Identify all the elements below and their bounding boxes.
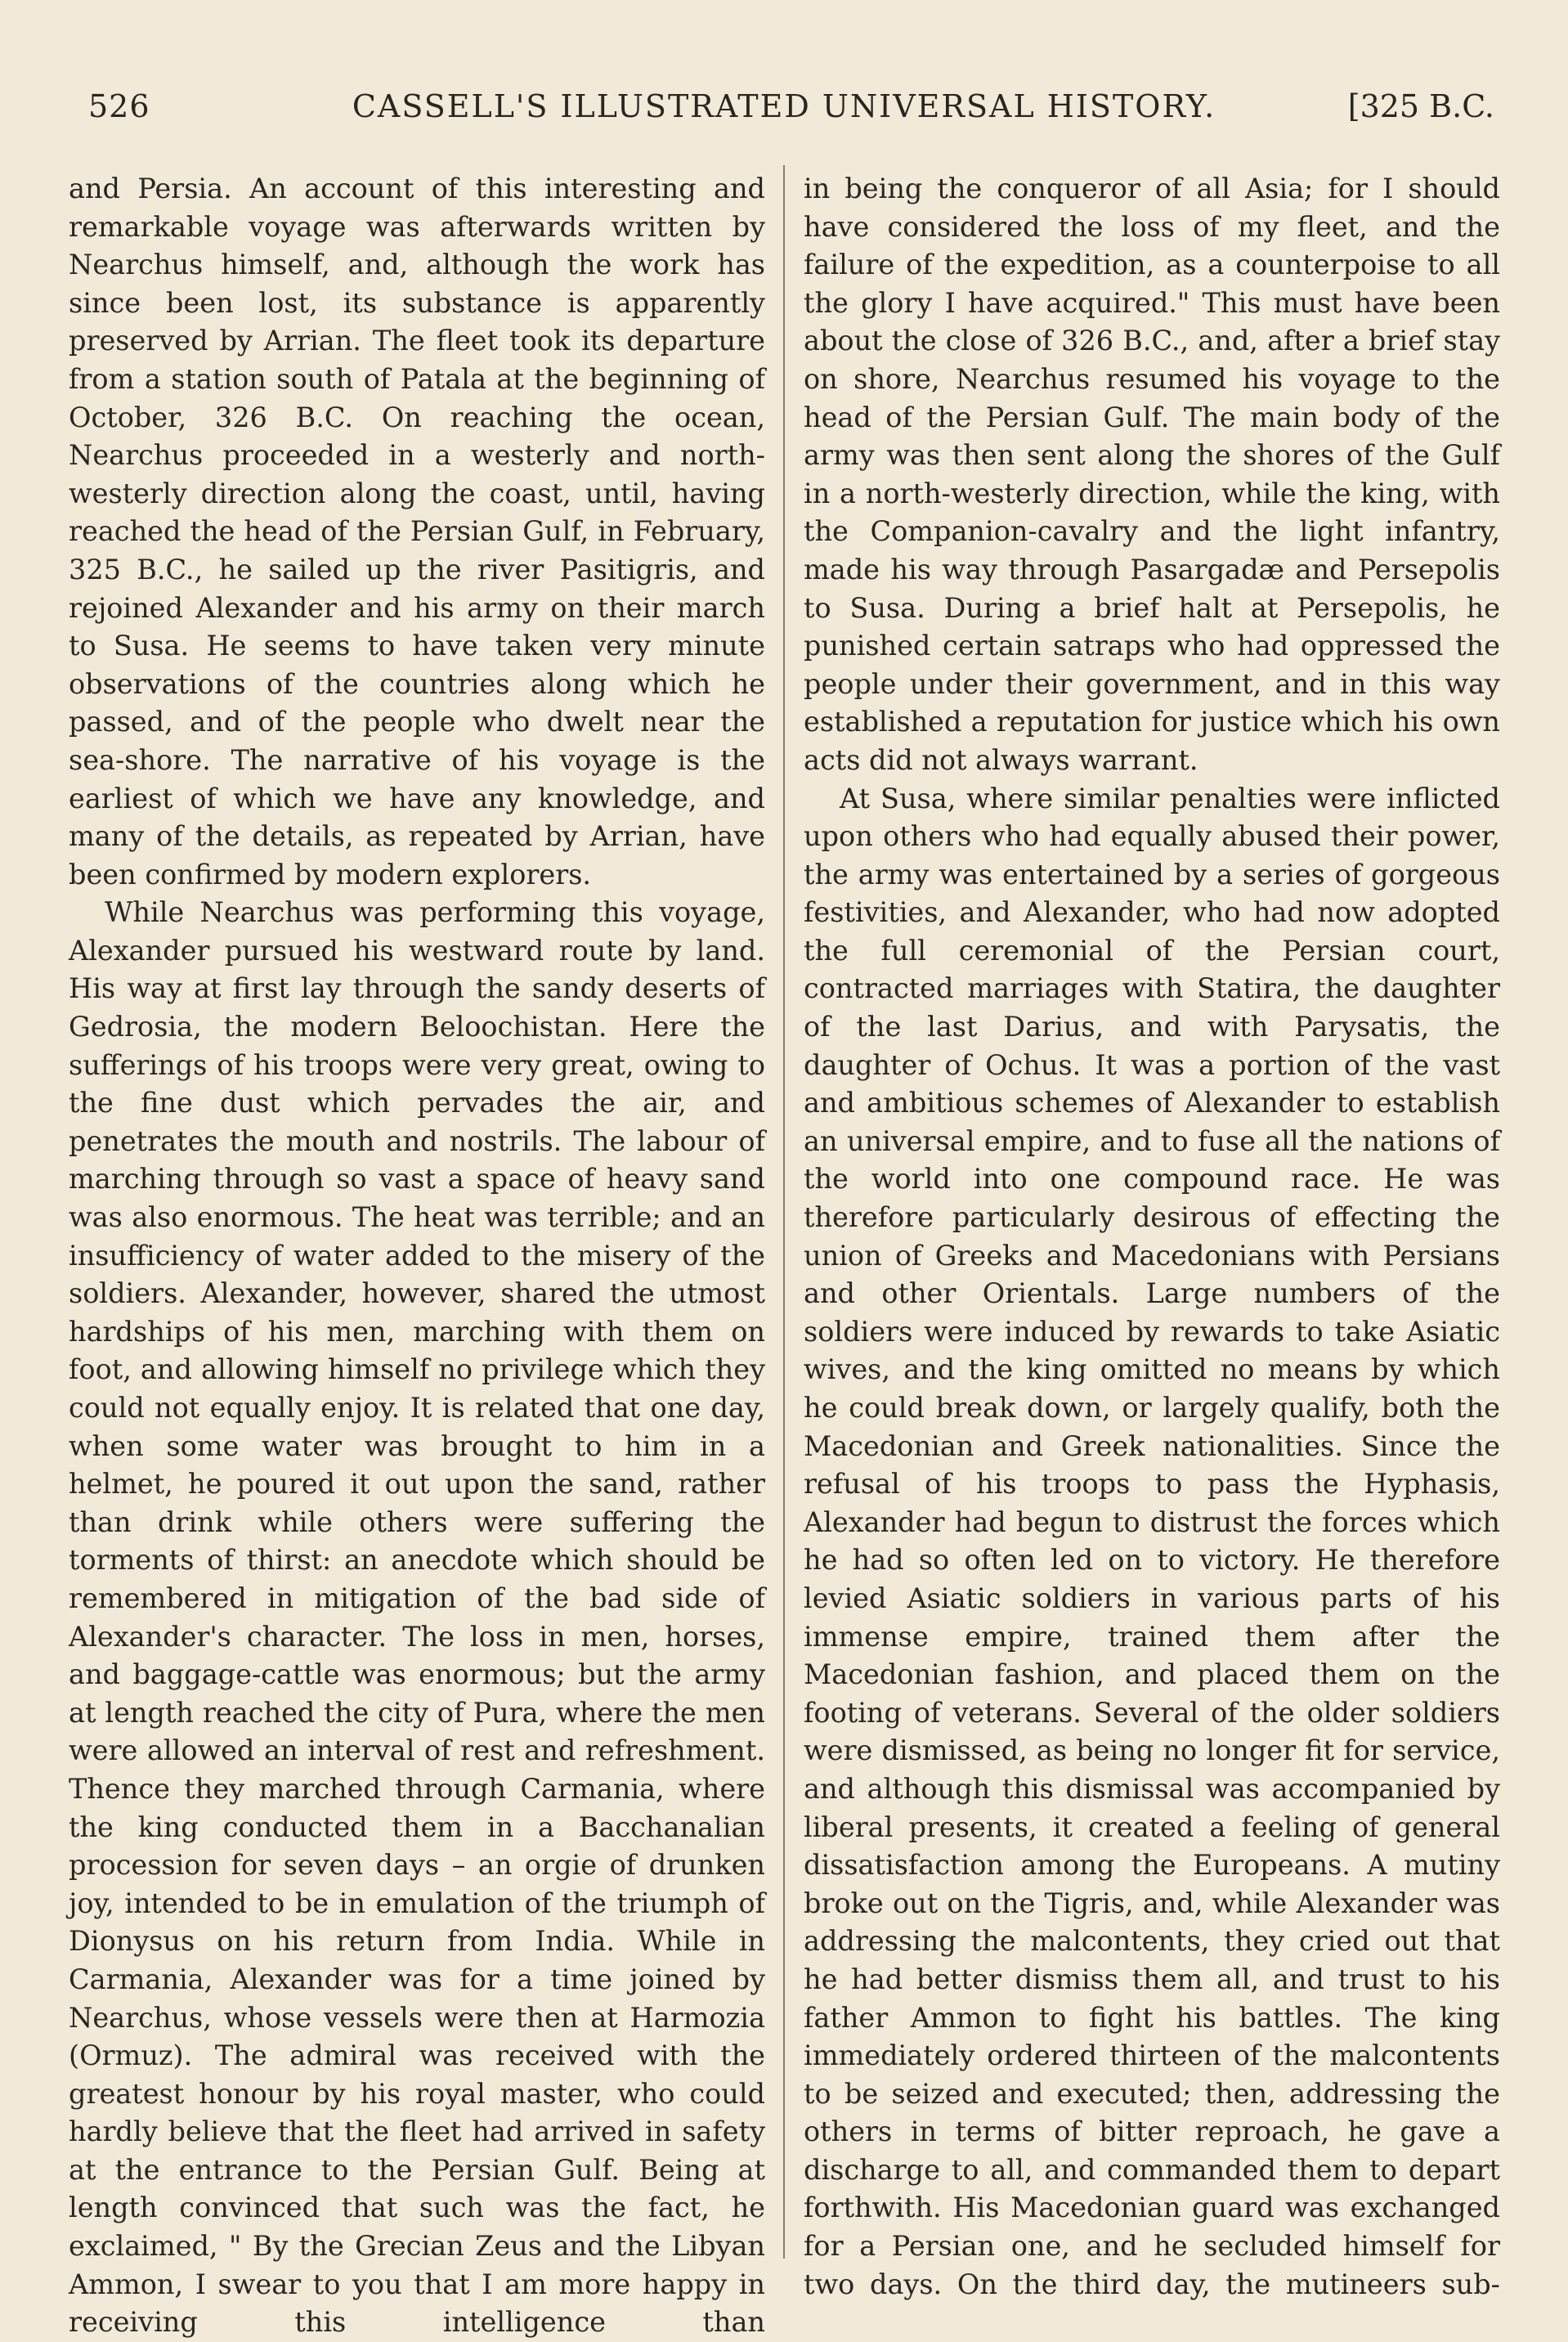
running-title: CASSELL'S ILLUSTRATED UNIVERSAL HISTORY. [352,88,1216,124]
page-number: 526 [88,88,150,124]
paragraph: and Persia. An account of this interesting and remarkable voyage was afterwards written by Nearchus himself, and, although the work has since been lost, its substance is apparently preserved by Arrian. The fleet took its departure from a station south of Patala at the beginning of October, 326 B.C. On reaching the ocean, Nearchus proceeded in a westerly and north-westerly direction along the coast, until, having reached the head of the Persian Gulf, in February, 325 B.C., he sailed up the river Pasitigris, and rejoined Alexander and his army on their march to Susa. He seems to have taken very minute observations of the countries along which he passed, and of the people who dwelt near the sea-shore. The narrative of his voyage is the earliest of which we have any knowledge, and many of the details, as repeated by Arrian, have been confirmed by modern explorers. [69,173,765,891]
paragraph: While Nearchus was performing this voyage, Alexander pursued his westward route by land. His way at first lay through the sandy deserts of Gedrosia, the modern Beloochistan. Here the sufferings of his troops were very great, owing to the fine dust which pervades the air, and penetrates the mouth and nostrils. The labour of marching through so vast a space of heavy sand was also enormous. The heat was terrible; and an insufficiency of water added to the misery of the soldiers. Alexander, however, shared the utmost hardships of his men, marching with them on foot, and allowing himself no privilege which they could not equally enjoy. It is related that one day, when some water was brought to him in a helmet, he poured it out upon the sand, rather than drink while others were suffering the torments of thirst: an anecdote which should be remembered in mitigation of the bad side of Alexander's character. The loss in men, horses, and baggage-cattle was enormous; but the army at length reached the city of Pura, where the men were allowed an interval of rest and refreshment. Thence they marched through Carmania, where the king conducted them in a Bacchanalian procession for seven days – an orgie of drunken joy, intended to be in emulation of the triumph of Dionysus on his return from India. While in Carmania, Alexander was for a time joined by Nearchus, whose vessels were then at Harmozia (Ormuz). The admiral was received with the greatest honour by his royal master, who could hardly believe that the fleet had arrived in safety at the entrance to the Persian Gulf. Being at length convinced that such was the fact, he exclaimed, " By the Grecian Zeus and the Libyan Ammon, I swear to you that I am more happy in receiving this intelligence than [69,896,765,2339]
paragraph: At Susa, where similar penalties were inflicted upon others who had equally abused their power, the army was entertained by a series of gorgeous festivities, and Alexander, who had now adopted the full ceremonial of the Persian court, contracted marriages with Statira, the daughter of the last Darius, and with Parysatis, the daughter of Ochus. It was a portion of the vast and ambitious schemes of Alexander to establish an universal empire, and to fuse all the nations of the world into one compound race. He was therefore particularly desirous of effecting the union of Greeks and Macedonians with Persians and other Orientals. Large numbers of the soldiers were induced by rewards to take Asiatic wives, and the king omitted no means by which he could break down, or largely qualify, both the Macedonian and Greek nationalities. Since the refusal of his troops to pass the Hyphasis, Alexander had begun to distrust the forces which he had so often led on to victory. He therefore levied Asiatic soldiers in various parts of his immense empire, trained them after the Macedonian fashion, and placed them on the footing of veterans. Several of the older soldiers were dismissed, as being no longer fit for service, and although this dismissal was accompanied by liberal presents, it created a feeling of general dissatisfaction among the Europeans. A mutiny broke out on the Tigris, and, while Alexander was addressing the malcontents, they cried out that he had better dismiss them all, and trust to his father Ammon to fight his battles. The king immediately ordered thirteen of the malcontents to be seized and executed; then, addressing the others in terms of bitter reproach, he gave a discharge to all, and commanded them to depart forthwith. His Macedonian guard was exchanged for a Persian one, and he secluded himself for two days. On the third day, the mutineers sub- [804,782,1500,2300]
date-reference: [325 B.C. [1347,88,1494,124]
paragraph: in being the conqueror of all Asia; for I should have considered the loss of my fleet, and the failure of the expedition, as a counterpoise to all the glory I have acquired." This must have been about the close of 326 B.C., and, after a brief stay on shore, Nearchus resumed his voyage to the head of the Persian Gulf. The main body of the army was then sent along the shores of the Gulf in a north-westerly direction, while the king, with the Companion-cavalry and the light infantry, made his way through Pasargadæ and Persepolis to Susa. During a brief halt at Persepolis, he punished certain satraps who had oppressed the people under their government, and in this way established a reputation for justice which his own acts did not always warrant. [804,173,1500,776]
page-header [0,88,1568,137]
right-column [804,170,1500,2304]
column-divider [783,165,785,2259]
left-column [69,170,765,2342]
